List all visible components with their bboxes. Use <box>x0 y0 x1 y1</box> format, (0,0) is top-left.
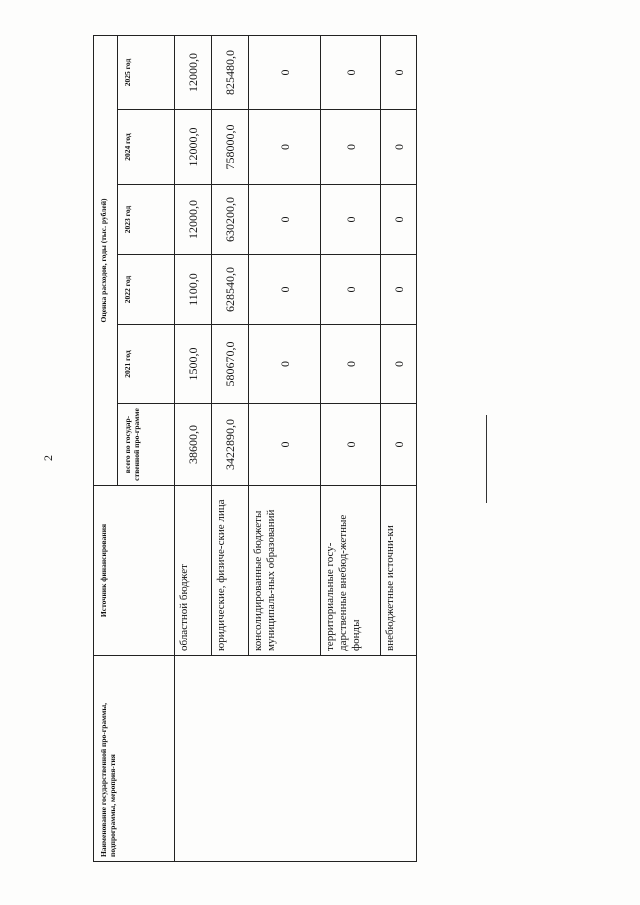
header-financing-source: Источник финансирования <box>94 486 175 656</box>
rotated-table-frame <box>93 36 416 862</box>
cell-2022: 0 <box>321 255 381 325</box>
cell-2021: 580670,0 <box>212 325 249 404</box>
cell-2022: 628540,0 <box>212 255 249 325</box>
header-expense-estimate: Оценка расходов, годы (тыс. рублей) <box>94 35 118 485</box>
cell-2025: 0 <box>321 35 381 109</box>
cell-2023: 0 <box>321 185 381 255</box>
header-year-2022: 2022 год <box>118 255 175 325</box>
cell-2021: 1500,0 <box>175 325 212 404</box>
cell-2023: 12000,0 <box>175 185 212 255</box>
cell-2025: 12000,0 <box>175 35 212 109</box>
cell-total: 3422890,0 <box>212 404 249 486</box>
cell-2022: 0 <box>381 255 417 325</box>
cell-2022: 0 <box>249 255 321 325</box>
cell-2025: 825480,0 <box>212 35 249 109</box>
header-year-2021: 2021 год <box>118 325 175 404</box>
header-total: всего по государ-ственной про-грамме <box>118 404 175 486</box>
header-year-2025: 2025 год <box>118 35 175 109</box>
cell-2022: 1100,0 <box>175 255 212 325</box>
cell-2021: 0 <box>381 325 417 404</box>
cell-2024: 12000,0 <box>175 110 212 185</box>
cell-2023: 0 <box>249 185 321 255</box>
program-name-cell <box>175 656 417 862</box>
cell-total: 0 <box>321 404 381 486</box>
cell-2023: 0 <box>381 185 417 255</box>
page-number: 2 <box>41 455 55 461</box>
header-year-2023: 2023 год <box>118 185 175 255</box>
header-program-name: Наименование государственной про-граммы, подпрограммы, мероприя-тия <box>94 656 175 862</box>
cell-2023: 630200,0 <box>212 185 249 255</box>
cell-2024: 0 <box>381 110 417 185</box>
cell-2024: 0 <box>249 110 321 185</box>
cell-2025: 0 <box>249 35 321 109</box>
cell-2021: 0 <box>249 325 321 404</box>
row-source: консолидированные бюджеты муниципаль-ных образований <box>249 486 321 656</box>
rotated-table <box>93 36 416 862</box>
financing-table <box>93 35 417 862</box>
row-source: юридические, физиче-ские лица <box>212 486 249 656</box>
row-source: областной бюджет <box>175 486 212 656</box>
cell-2024: 758000,0 <box>212 110 249 185</box>
cell-total: 38600,0 <box>175 404 212 486</box>
row-source: внебюджетные источни-ки <box>381 486 417 656</box>
table-row <box>175 35 212 861</box>
cell-2025: 0 <box>381 35 417 109</box>
row-source: территориальные госу-дарственные внебюд-жетные фонды <box>321 486 381 656</box>
cell-total: 0 <box>381 404 417 486</box>
separator-line <box>486 415 487 503</box>
cell-2021: 0 <box>321 325 381 404</box>
cell-total: 0 <box>249 404 321 486</box>
cell-2024: 0 <box>321 110 381 185</box>
header-year-2024: 2024 год <box>118 110 175 185</box>
